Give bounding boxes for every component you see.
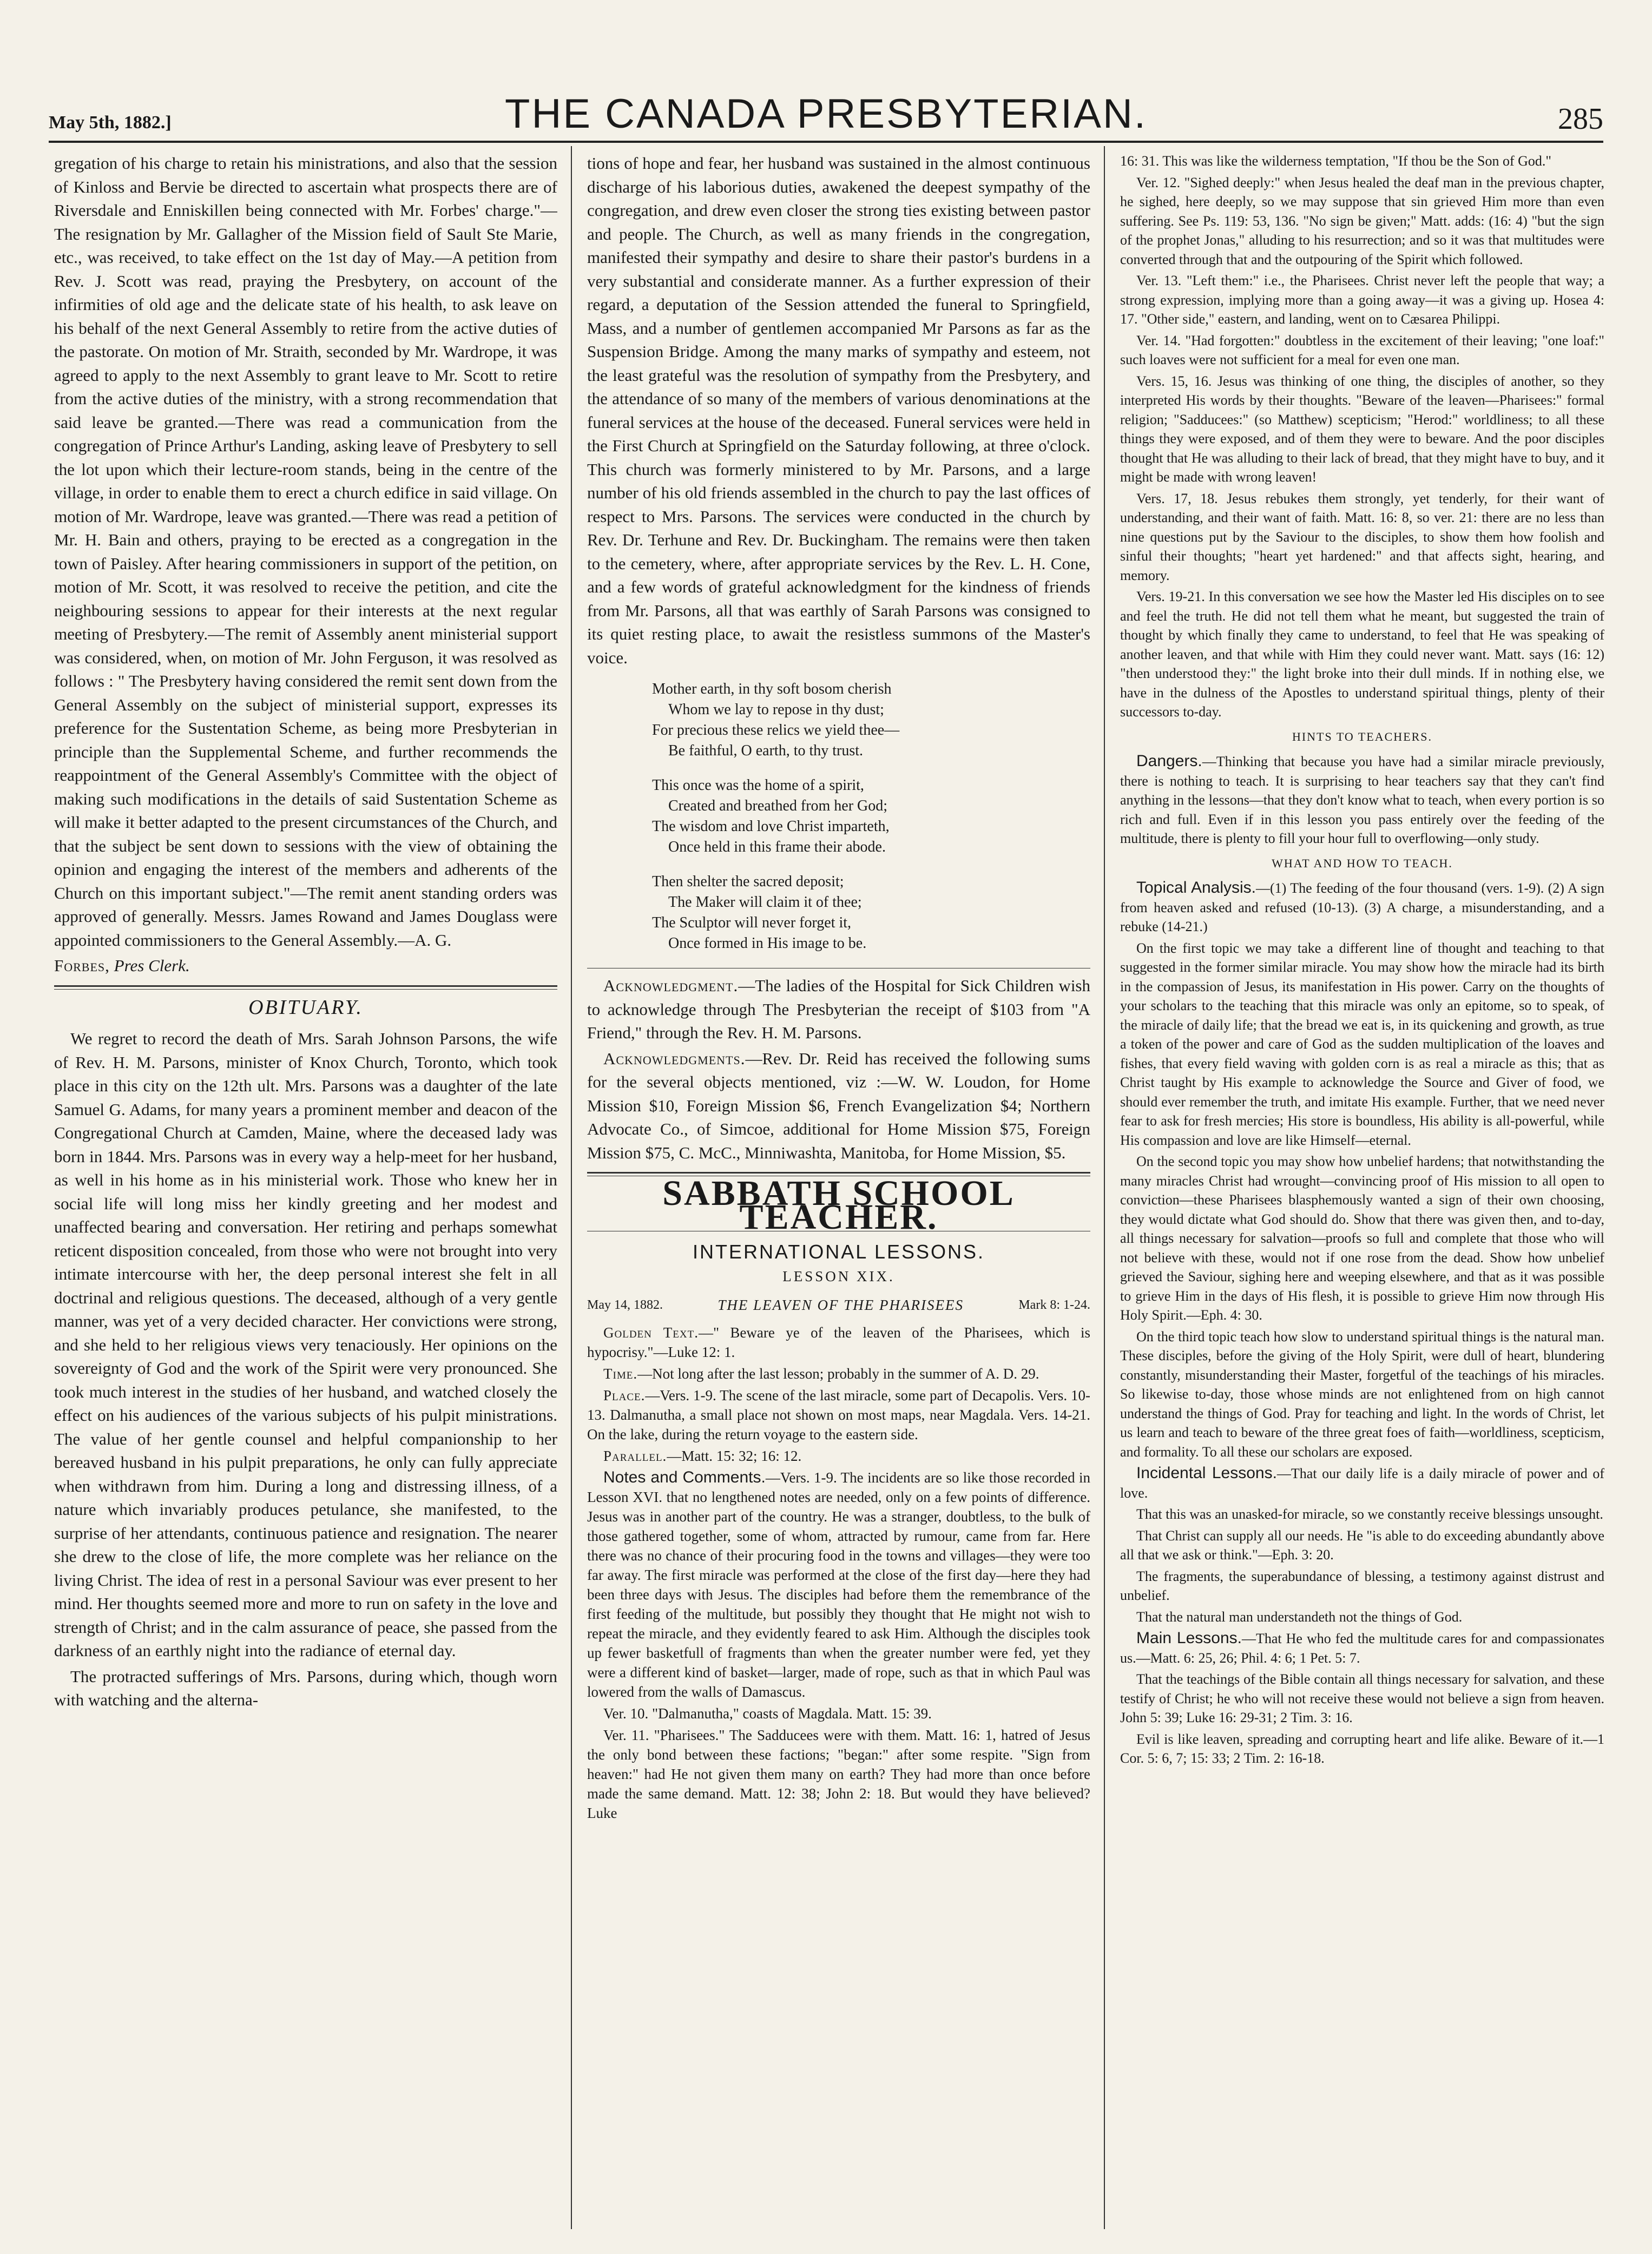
- time-body: —Not long after the last lesson; probably in the summer of A. D. 29.: [637, 1365, 1039, 1382]
- acknowledgment-1: [587, 974, 1090, 1045]
- column-1: [54, 151, 557, 2224]
- dangers-paragraph: [1120, 752, 1604, 848]
- presbytery-report-text: gregation of his charge to retain his ministrations, and also that the session of Kinloss and Bervie be directed to ascertain what prospects there are of Riversdale and Enniskillen being connected with Mr. Forbes' charge."—The resignation by Mr. Gallagher of the Mission field of Sault Ste Marie, etc., was received, to take effect on the 1st day of May.—A petition from Rev. J. Scott was read, praying the Presbytery, on account of the infirmities of old age and the delicate state of his health, to ask leave on his behalf of the next General Assembly to retire from the active duties of the pastorate. On motion of Mr. Straith, seconded by Mr. Wardrope, it was agreed to apply to the next Assembly to grant leave to Mr. Scott to retire from the active duties of the ministry, with a strong recommendation that said leave be granted.—There was read a communication from the congregation of Prince Arthur's Landing, asking leave of Presbytery to sell the lot upon which their lecture-room stands, being in the centre of the village, in order to enable them to erect a church edifice in said village. On motion of Mr. Wardrope, leave was granted.—There was read a petition of Mr. H. Bain and others, praying to be erected as a congregation in the town of Paisley. After hearing commissioners in support of the petition, on motion of Mr. Scott, it was resolved to receive the petition, and cite the neighbouring sessions to appear for their interests at the next regular meeting of Presbytery.—The remit of Assembly anent ministerial support was considered, when, on motion of Mr. John Ferguson, it was resolved as follows : " The Presbytery having considered the remit sent down from the General Assembly on the subject of ministerial support, expresses its preference for the Sustentation Scheme, as being more Presbyterian in principle than the Supplemental Scheme, and further recommends the reappointment of the General Assembly's Committee with the object of making such modifications in the details of said Sustentation Scheme as will make it better adapted to the present circumstances of the Church, and that the subject be sent down to sessions with the view of obtaining the opinion and engaging the interest of the members and adherents of the Church on this important subject."—The remit anent standing orders was approved of generally. Messrs. James Rowand and James Douglass were appointed commissioners to the General Assembly.—A. G.: [54, 154, 557, 950]
- acknowledgment-2: [587, 1047, 1090, 1165]
- issue-date: May 5th, 1882.]: [49, 113, 172, 133]
- dangers-label: Dangers.: [1136, 752, 1202, 770]
- poem-line: Then shelter the sacred deposit;: [652, 873, 844, 890]
- column-rule: [1104, 146, 1105, 2229]
- parallel-label: Parallel.: [603, 1447, 667, 1464]
- lesson-title: THE LEAVEN OF THE PHARISEES: [718, 1297, 964, 1313]
- verse-note: Vers. 15, 16. Jesus was thinking of one thing, the disciples of another, so they interpreted His words by their thoughts. "Beware of the leaven—Pharisees:" formal religion; "Sadducees:" (so Matthew) scepticism; "Herod:" worldliness; to all these things they were exposed, and of them they were to beware. And the poor disciples thought that He was alluding to their lack of bread, that they might have to buy, and it might be made with wrong leaven!: [1120, 373, 1604, 485]
- obituary-heading: OBITUARY.: [248, 996, 363, 1019]
- main-item: That the teachings of the Bible contain all things necessary for salvation, and these testify of Christ; he who will not receive these would not believe a sign from heaven. John 5: 39; Luke 16: 29-31; 2 Tim. 3: 16.: [1120, 1671, 1604, 1725]
- ack-label: Acknowledgments.: [603, 1049, 746, 1068]
- international-lessons-heading: INTERNATIONAL LESSONS.: [692, 1241, 985, 1263]
- topical-analysis: [1120, 878, 1604, 937]
- newspaper-title: THE CANADA PRESBYTERIAN.: [505, 91, 1147, 137]
- poem-line: Mother earth, in thy soft bosom cherish: [652, 681, 892, 697]
- poem-stanza: [652, 679, 1090, 761]
- signature-title: Pres Clerk.: [114, 956, 190, 975]
- poem-line: The wisdom and love Christ imparteth,: [652, 818, 890, 835]
- verse-note: Ver. 12. "Sighed deeply:" when Jesus healed the deaf man in the previous chapter, he sighed, here deeply, so we may suppose that sin grieved Him more than even suffering. See Ps. 119: 53, 136. "No sign be given;" Matt. adds: (16: 4) "but the sign of the prophet Jonas," alluding to his resurrection; and so it was that multitudes were converted through that and the outpouring of the Spirit which followed.: [1120, 174, 1604, 267]
- main-item: Evil is like leaven, spreading and corrupting heart and life alike. Beware of it.—1 Cor. 5: 6, 7; 15: 33; 2 Tim. 2: 16-18.: [1120, 1731, 1604, 1766]
- incidental-item: The fragments, the superabundance of blessing, a testimony against distrust and unbelief.: [1120, 1568, 1604, 1603]
- notes-label: Notes and Comments.: [603, 1468, 766, 1486]
- lesson-number: LESSON XIX.: [782, 1268, 895, 1284]
- poem-line: Whom we lay to repose in thy dust;: [668, 701, 884, 718]
- incidental-body: —That our daily life is a daily miracle of power and of love.: [1120, 1466, 1604, 1501]
- incidental-lessons: [1120, 1464, 1604, 1502]
- golden-text-label: Golden Text.: [603, 1324, 699, 1341]
- poem-line: Once held in this frame their abode.: [668, 839, 886, 855]
- golden-text: [587, 1323, 1090, 1362]
- incidental-label: Incidental Lessons.: [1136, 1464, 1277, 1482]
- place-body: —Vers. 1-9. The scene of the last miracle, some part of Decapolis. Vers. 10-13. Dalmanutha, a small place not shown on most maps, near Magdala. Vers. 14-21. On the lake, during the return voyage to the eastern side.: [587, 1387, 1090, 1442]
- poem-line: The Sculptor will never forget it,: [652, 914, 852, 931]
- incidental-item: That the natural man understandeth not the things of God.: [1136, 1609, 1463, 1625]
- poem-line: Be faithful, O earth, to thy trust.: [668, 742, 864, 759]
- ack-label: Acknowledgment.: [603, 976, 739, 995]
- poem-line: The Maker will claim it of thee;: [668, 894, 862, 911]
- lesson-title-row: [587, 1294, 1090, 1317]
- place-label: Place.: [603, 1387, 646, 1403]
- sabbath-school-banner: SABBATH SCHOOL TEACHER.: [662, 1174, 1015, 1237]
- poem-stanza: [652, 775, 1090, 858]
- topical-body: —(1) The feeding of the four thousand (vers. 1-9). (2) A sign from heaven asked and refused (10-13). (3) A charge, a misunderstanding, and a rebuke (14-21.): [1120, 880, 1604, 934]
- main-label: Main Lessons.: [1136, 1629, 1242, 1647]
- verse-note: Ver. 10. "Dalmanutha," coasts of Magdala. Matt. 15: 39.: [603, 1705, 932, 1722]
- poem-line: For precious these relics we yield thee—: [652, 722, 900, 739]
- column-2: [587, 151, 1090, 2224]
- poem-stanza: [652, 872, 1090, 954]
- lesson-place: [587, 1386, 1090, 1444]
- incidental-item: That this was an unasked-for miracle, so we constantly receive blessings unsought.: [1136, 1506, 1603, 1522]
- notes-body: —Vers. 1-9. The incidents are so like those recorded in Lesson XVI. that no lengthened notes are needed, only on a few points of difference. Jesus was in another part of the country. He was a stranger, doubtless, to the bulk of those gathered together, some of whom, attracted by rumour, came from far. Here there was no chance of their procuring food in the towns and villages—they were too far away. The first miracle was performed at the close of the first day—here they had been three days with Jesus. The disciples had before them the remembrance of the first feeding of the multitude, but possibly they thought that He might not wish to repeat the miracle, and they evidently feared to ask Him. Although the disciples took up fewer basketfull of fragments than when the greater number were fed, yet they were a different kind of basket—larger, made of rope, such as that in which Paul was lowered from the walls of Damascus.: [587, 1469, 1090, 1700]
- column-rule: [571, 146, 572, 2229]
- verse-note: Ver. 11. "Pharisees." The Sadducees were with them. Matt. 16: 1, hatred of Jesus the only bond between these factions; "began:" after some respite. "Sign from heaven:" had He not given them many on earth? They had more than once before made the same demand. Matt. 12: 38; John 2: 18. But would they have believed? Luke: [587, 1726, 1090, 1821]
- verse-note: Ver. 13. "Left them:" i.e., the Pharisees. Christ never left the people that way; a strong expression, implying more than a going away—it was a giving up. Hosea 4: 17. "Other side," eastern, and landing, went on to Cæsarea Philippi.: [1120, 273, 1604, 327]
- verse-note: Ver. 14. "Had forgotten:" doubtless in the excitement of their leaving; "one loaf:" such loaves were not sufficient for a meal for even one man.: [1120, 332, 1604, 367]
- topic-second: On the second topic you may show how unbelief hardens; that notwithstanding the many miracles Christ had wrought—convincing proof of His mission to all open to conviction—these Pharisees blasphemously wanted a sign of their own choosing, they would dictate what God should do. Show that there was given then, and to-day, all things necessary for salvation—proofs so full and complete that those who will not believe with these, would not if one rose from the dead. Show how unbelief grieved the Saviour, sighing here and weeping elsewhere, and that as it was possible to grieve Him in the days of His flesh, it is possible to grieve Him now through His Holy Spirit.—Eph. 4: 30.: [1120, 1154, 1604, 1323]
- verse-note: 16: 31. This was like the wilderness temptation, "If thou be the Son of God.": [1120, 153, 1552, 169]
- lesson-date: May 14, 1882.: [587, 1298, 663, 1312]
- parallel-body: —Matt. 15: 32; 16: 12.: [667, 1447, 802, 1464]
- report-signature: [54, 954, 557, 978]
- dangers-body: —Thinking that because you have had a similar miracle previously, there is nothing to teach. It is surprising to hear teachers say that they can't find anything in the lessons—that they don't know what to teach, when every portion is so rich and full. Even if in this lesson you pass entirely over the feeding of the multitude, there is plenty to fill your hour full to overflowing—only study.: [1120, 754, 1604, 846]
- column-3: [1120, 151, 1604, 2224]
- section-divider: [54, 989, 557, 990]
- verse-note: Vers. 17, 18. Jesus rebukes them strongly, yet tenderly, for their want of understanding, and their want of faith. Matt. 16: 8, so ver. 21: there are no less than nine questions put by the Saviour to the disciples, to show them how foolish and sinful their thoughts; "heart yet hardened:" and that affects sight, hearing, and memory.: [1120, 490, 1604, 583]
- signature-name: Forbes,: [54, 956, 110, 975]
- memorial-poem: [652, 679, 1090, 954]
- ack-text: —Rev. Dr. Reid has received the following sums for the several objects mentioned, viz :—W. W. Loudon, for Home Mission $10, Foreign Mission $6, French Evangelization $4; Northern Advocate Co., of Simcoe, additional for Home Mission $75, Foreign Mission $75, C. McC., Minniwashta, Manitoba, for Home Mission, $5.: [587, 1049, 1090, 1162]
- masthead: [49, 81, 1603, 143]
- page-number: 285: [1558, 102, 1603, 136]
- golden-text-body: —" Beware ye of the leaven of the Pharisees, which is hypocrisy."—Luke 12: 1.: [587, 1324, 1090, 1360]
- lesson-parallel: [587, 1446, 1090, 1466]
- main-lessons: [1120, 1629, 1604, 1668]
- time-label: Time.: [603, 1365, 638, 1382]
- topic-first: On the first topic we may take a different line of thought and teaching to that suggested in the former similar miracle. You may show how the miracle had its birth in the compassion of Jesus, its manifestation in His power. Carry on the thoughts of your scholars to the teaching that this miracle was only an epitome, so to speak, of the miracle of daily life; that the bread we eat is, in its quickening and growth, as true a token of the power and care of God as the sudden multiplication of the loaves and fishes, that every field waving with golden corn is as real a miracle as this; that as Christ taught by His example to acknowledge the Source and Giver of food, we should ever remember the truth, and imitate His example. Further, that we need never fear to ask for fresh mercies; His store is boundless, His ability is all-powerful, while His compassion and love are like Himself—eternal.: [1120, 940, 1604, 1148]
- topical-label: Topical Analysis.: [1136, 879, 1256, 897]
- obituary-text-cont: The protracted sufferings of Mrs. Parsons, during which, though worn with watching and the alterna-: [54, 1666, 557, 1709]
- what-how-heading: WHAT AND HOW TO TEACH.: [1272, 856, 1453, 870]
- lesson-reference: Mark 8: 1-24.: [1018, 1298, 1090, 1312]
- obituary-continued: tions of hope and fear, her husband was sustained in the almost continuous discharge of his laborious duties, awakened the deepest sympathy of the congregation, and drew even closer the strong ties existing between pastor and people. The Church, as well as many friends in the congregation, manifested their sympathy and desire to share their pastor's burdens in a very substantial and considerate manner. As a further expression of their regard, a deputation of the Session attended the funeral to Springfield, Mass, and a number of gentlemen accompanied Mr Parsons as far as the Suspension Bridge. Among the many marks of sympathy and esteem, not the least grateful was the resolution of sympathy from the Presbytery, and the attendance of so many of the members of various denominations at the funeral services at the house of the deceased. Funeral services were held in the First Church at Springfield on the Saturday following, at three o'clock. This church was formerly ministered to by Mr. Parsons, and a large number of his old friends assembled in the church to pay the last offices of respect to Mrs. Parsons. The services were conducted in the church by Rev. Dr. Terhune and Rev. Dr. Buckingham. The remains were then taken to the cemetery, where, after appropriate services by the Rev. L. H. Cone, and a few words of grateful acknowledgment for the kindness of friends from Mr. Parsons, all that was earthly of Sarah Parsons was consigned to its quiet resting place, to await the resistless summons of the Master's voice.: [587, 154, 1090, 667]
- topic-third: On the third topic teach how slow to understand spiritual things is the natural man. These disciples, before the giving of the Holy Spirit, were dull of heart, blundering constantly, misunderstanding their Master, forgetful of the teachings of his miracles. So likewise to-day, those whose minds are not enlightened from on high cannot understand the things of God. Pray for teaching and light. In the words of Christ, let us learn and teach to beware of the three great foes of faith—worldliness, scepticism, and formality. To all these our scholars are exposed.: [1120, 1328, 1604, 1460]
- lesson-time: [587, 1364, 1090, 1383]
- main-body: —That He who fed the multitude cares for and compassionates us.—Matt. 6: 25, 26; Phil. 4: 6; 1 Pet. 5: 7.: [1120, 1631, 1604, 1666]
- poem-line: Created and breathed from her God;: [668, 798, 888, 814]
- obituary-text: We regret to record the death of Mrs. Sarah Johnson Parsons, the wife of Rev. H. M. Parsons, minister of Knox Church, Toronto, which took place in this city on the 12th ult. Mrs. Parsons was a daughter of the late Samuel G. Adams, for many years a prominent member and deacon of the Congregational Church at Camden, Maine, where the deceased lady was born in 1844. Mrs. Parsons was in every way a help-meet for her husband, as well in his home as in his ministerial work. Those who knew her in social life will long miss her kindly greeting and her modest and unaffected bearing and conversation. Her retiring and perhaps somewhat reticent disposition concealed, from those who were not brought into very intimate intercourse with her, the deep personal interest she felt in all doctrinal and religious questions. The deceased, although of a very gentle manner, was yet of a very decided character. Her convictions were strong, and she held to her religious views very tenaciously. Her opinions on the sovereignty of God and the work of the Spirit were very pronounced. She took much interest in the studies of her husband, and watched closely the effect on his audiences of the various subjects of his pulpit ministrations. The value of her gentle counsel and helpful companionship to her bereaved husband in his pulpit preparations, he only can fully appreciate when withdrawn from him. During a long and distressing illness, of a nature which invariably produces petulance, she manifested, to the surprise of her attendants, continuous patience and resignation. The nearer she drew to the close of life, the more complete was her reliance on the living Christ. The idea of rest in a personal Saviour was ever present to her mind. Her thoughts seemed more and more to run on safety in the love and strength of Christ; and in the calm assurance of peace, she passed from the darkness of an earthly night into the radiance of eternal day.: [54, 1029, 557, 1660]
- poem-line: Once formed in His image to be.: [668, 935, 867, 952]
- hints-heading: HINTS TO TEACHERS.: [1292, 729, 1433, 743]
- poem-line: This once was the home of a spirit,: [652, 777, 864, 794]
- notes-and-comments: [587, 1468, 1090, 1702]
- section-divider: [54, 985, 557, 987]
- ack-text: —The ladies of the Hospital for Sick Children wish to acknowledge through The Presbyterian the receipt of $103 from "A Friend," through the Rev. H. M. Parsons.: [587, 976, 1090, 1042]
- incidental-item: That Christ can supply all our needs. He "is able to do exceeding abundantly above all that we ask or think."—Eph. 3: 20.: [1120, 1527, 1604, 1563]
- verse-note: Vers. 19-21. In this conversation we see how the Master led His disciples on to see and feel the truth. He did not tell them what he meant, but suggested the train of thought by which finally they came to understand, to feel that He was speaking of another leaven, and that while with Him they could never want. Matt. says (16: 12) "then understood they:" the light broke into their dull minds. If in nothing else, we have in the dulness of the Apostles to understand spiritual things, plenty of their successors to-day.: [1120, 589, 1604, 720]
